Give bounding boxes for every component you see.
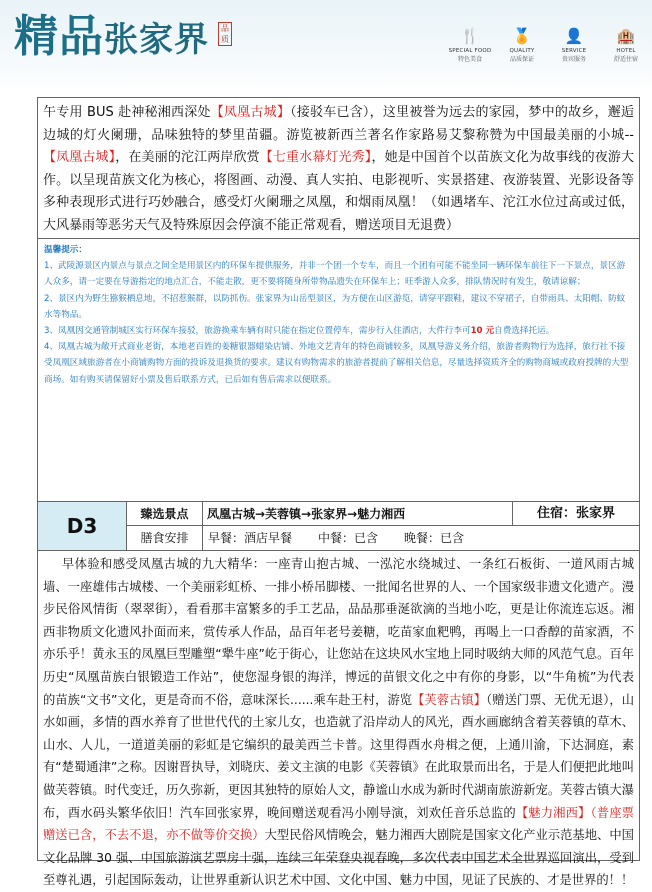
feature-cn: 品质保证 bbox=[509, 56, 534, 63]
feature-food bbox=[444, 26, 496, 63]
brand-sub: 张家界 bbox=[104, 20, 209, 60]
dinner: 晚餐：已含 bbox=[404, 531, 465, 545]
hotel-icon: 🏨 bbox=[616, 27, 636, 45]
highlight-light-show: 【七重水幕灯光秀】 bbox=[259, 150, 372, 166]
meal-row bbox=[127, 526, 639, 550]
quality-icon: 🏅 bbox=[512, 27, 532, 45]
breakfast: 早餐：酒店早餐 bbox=[208, 531, 293, 545]
service-icon: 👤 bbox=[564, 27, 584, 45]
highlight-charm-xiangxi: 【魅力湘西】（普座票赠送已含，不去不退，亦不做等价交换） bbox=[43, 805, 634, 843]
tips-section bbox=[38, 239, 639, 501]
highlight-fenghuang: 【凤凰古城】 bbox=[210, 105, 291, 120]
desc-text: 早体验和感受凤凰古城的九大精华：一座青山抱古城、一泓沱水绕城过、一条红石板街、一道风雨古城墙、一座雄伟古城楼、一个美丽彩虹桥、一排小桥吊脚楼、一批闻名世界的人、一个国家级非遗文化遗产。漫步民俗风情街（翠翠街），看看那丰富繁多的手工艺品，品品那垂涎欲滴的当地小吃，更是让你流连忘返。湘西非物质文化遗风扑面而来，赏传承人作品，品百年老号姜糖，吃苗家血粑鸭，再喝上一口香醇的苗家酒，不亦乐乎！黄永玉的凤凰巨型雕塑“犟牛座”屹于街心，让您站在这块风水宝地上同时吸纳大师的风范气息。百年历史“凤凰苗族白银锻造工作站”，使您湿身银的海洋，博远的苗银文化之中有你的身影，以“牛角梳”为代表的苗族“文书”文化，更是奇而不俗，意味深长......乘车赴王村，游览 bbox=[43, 557, 634, 707]
feature-en: SERVICE bbox=[561, 48, 587, 54]
tip-text: 3、凤凰因交通管制城区实行环保车接驳，旅游换乘车辆有时只能在指定位置停车，需步行入住酒店，大件行李可 bbox=[44, 326, 471, 337]
spots-label: 臻选景点 bbox=[127, 502, 203, 526]
food-icon: 🍴 bbox=[460, 27, 480, 45]
feature-en: SPECIAL FOOD bbox=[448, 48, 492, 54]
route-text: 凤凰古城→芙蓉镇→张家界→魅力湘西 bbox=[203, 502, 513, 526]
feature-en: HOTEL bbox=[616, 48, 636, 54]
feature-quality bbox=[496, 26, 548, 63]
tip-item: 1、武陵源景区内景点与景点之间全是用景区内的环保车提供服务，并非一个团一个专车，而且一个团有可能不能坐同一辆环保车前往下一下景点，景区游人众多，请一定要在导游指定的地点汇合，不能走散，更不要将随身所带物品遗失在环保车上；旺季游人众多，排队情况时有发生，敬请谅解； bbox=[44, 261, 626, 288]
tip-item bbox=[44, 323, 633, 339]
intro-text: （接驳车已含），这里被誉为远去的家园，梦中的故乡，邂逅边城的灯火阑珊，品味独特的梦里苗疆。游览被新西兰著名作家路易艾黎称赞为中国最美丽的小城-- bbox=[43, 105, 634, 143]
brand-logo bbox=[14, 6, 209, 71]
desc-text: 大型民俗风情晚会，魅力湘西大剧院是国家文化产业示范基地、中国文化品牌 30 强、中国旅游演艺票房十强，连续三年荣登央视春晚，多次代表中国艺术全世界巡回演出，受到至尊礼遇，引起国际轰动，让世界重新认识艺术中国、文化中国、魅力中国，见证了民族的、才是世界的！！ bbox=[43, 828, 634, 888]
feature-cn: 特色美食 bbox=[457, 56, 482, 63]
lunch: 中餐：已含 bbox=[318, 531, 379, 545]
spots-row bbox=[127, 502, 639, 526]
day-label: D3 bbox=[38, 502, 127, 550]
itinerary-box bbox=[37, 97, 640, 888]
feature-icons bbox=[444, 26, 652, 63]
intro-paragraph bbox=[38, 98, 639, 239]
feature-cn: 舒适住宿 bbox=[613, 56, 638, 63]
meal-details bbox=[203, 526, 639, 550]
feature-en: QUALITY bbox=[509, 48, 535, 54]
stay-text: 住宿：张家界 bbox=[536, 506, 615, 521]
day-description bbox=[38, 551, 639, 888]
brand-main: 精品 bbox=[14, 11, 104, 62]
highlight-fenghuang: 【凤凰古城】 bbox=[43, 150, 116, 166]
feature-hotel bbox=[600, 26, 652, 63]
brand-seal: 品质 bbox=[218, 22, 232, 46]
tip-item: 2、景区内为野生猕猴栖息地，不招惹猴群，以防抓伤。张家界为山岳型景区，为方便在山区游览，请穿平跟鞋，建议不穿裙子，自带雨具、太阳帽、防蚊水等物品。 bbox=[44, 293, 626, 320]
day-table bbox=[38, 501, 639, 551]
intro-text: 午专用 BUS 赴神秘湘西深处 bbox=[43, 105, 211, 120]
tips-title: 温馨提示： bbox=[44, 245, 87, 255]
intro-text: ，在美丽的沱江两岸欣赏 bbox=[115, 150, 260, 166]
feature-service bbox=[548, 26, 600, 63]
desc-text: （赠送门票、无优无退），山水如画，多情的酉水养育了世世代代的土家儿女，也造就了沿岸动人的风光，酉水画廊纳含着芙蓉镇的草木、山水、人儿，一道道美丽的彩虹是它编织的最美西兰卡普。这里得酉水舟楫之便，上通川渝，下达洞庭，素有“楚蜀通津”之称。因谢晋执导，刘晓庆、姜文主演的电影《芙蓉镇》在此取景而出名，于是人们便把此地叫做芙蓉镇。时代变迁，历久弥新，更因其独特的原始人文，静谧山水成为新时代湖南旅游新宠。芙蓉古镇大瀑布，酉水码头繁华依旧！汽车回张家界，晚间赠送观看冯小刚导演，刘欢任音乐总监的 bbox=[43, 692, 634, 820]
intro-text: ，她是中国首个以苗族文化为故事线的夜游大作。以呈现苗族文化为核心，将图画、动漫、真人实拍、电影视听、实景搭建、夜游装置、光影设备等多种表现形式进行巧妙融合，感受灯火阑珊之凤凰，和烟雨凤凰！（如遇堵车、沱江水位过高或过低，大风暴雨等恶劣天气及特殊原因会停演不能正常观看，赠送项目无退费） bbox=[43, 150, 634, 233]
highlight-furong: 【芙蓉古镇】 bbox=[412, 692, 487, 707]
tip-price: 10 元 bbox=[470, 326, 495, 337]
tip-item: 4、凤凰古城为敞开式商业老街，本地老百姓的姜糖银器蜡染店铺、外地文艺青年的特色商铺较多，凤凰导游义务介绍，旅游者购物行为选择，旅行社不接受凤凰区域旅游者在小商铺购物方面的投诉及退换货的要求。建议有购物需求的旅游者提前了解相关信息，尽量选择资质齐全的购物商城或政府授牌的大型商场。如有购买请保留好小票及售后联系方式，已后如有售后需求以便联系。 bbox=[44, 342, 629, 385]
tip-text: 自费选择托运。 bbox=[494, 326, 555, 337]
meal-label: 膳食安排 bbox=[127, 526, 203, 550]
feature-cn: 贵宾服务 bbox=[561, 56, 586, 63]
page-header bbox=[0, 0, 652, 92]
